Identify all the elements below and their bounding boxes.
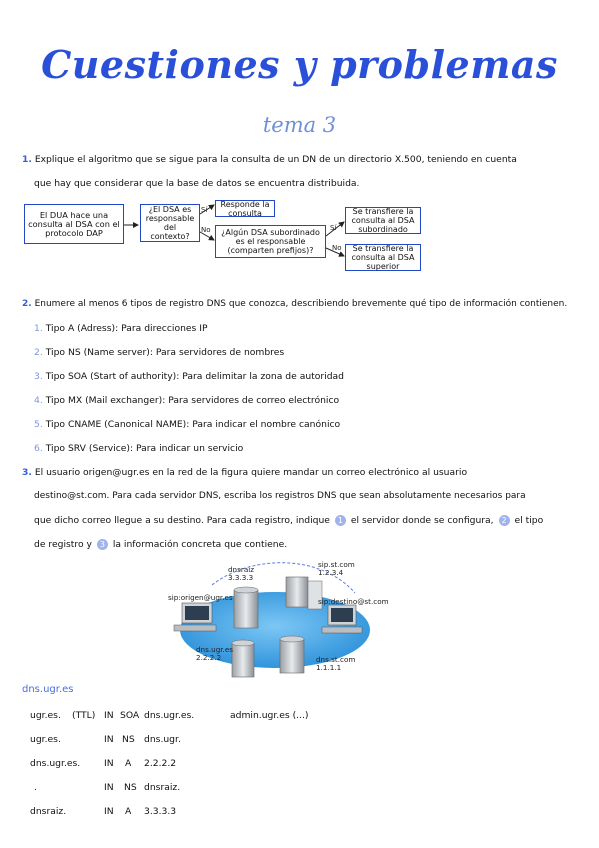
label-destino: sip:destino@st.com — [318, 597, 389, 606]
q3-line3: que dicho correo llegue a su destino. Para cada registro, indique 1 el servidor donde se configura, 2 el tipo — [34, 515, 544, 526]
dns-record-data: 3.3.3.3 — [144, 806, 177, 817]
q2-line1: 2. Enumere al menos 6 tipos de registro DNS que conozca, describiendo brevemente qué tipo de información contienen. — [22, 299, 568, 309]
q3-line1: 3. El usuario origen@ugr.es en la red de la figura quiere mandar un correo electrónico al usuario — [22, 467, 468, 478]
label-dnsst: dns.st.com 1.1.1.1 — [316, 655, 356, 672]
dns-record-class: IN — [104, 734, 114, 745]
q2-item-5: 5. Tipo CNAME (Canonical NAME): Para indicar el nombre canónico — [34, 419, 341, 430]
dns-record-class: IN — [104, 758, 114, 769]
q2-item-4: 4. Tipo MX (Mail exchanger): Para servidores de correo electrónico — [34, 395, 340, 406]
dns-record-class: IN — [104, 806, 114, 817]
dns-record-data: dns.ugr. — [144, 734, 181, 745]
dns-record-name: ugr.es. — [30, 734, 61, 745]
dns-record-name: dns.ugr.es. — [30, 758, 81, 769]
dns-record-class: IN — [104, 782, 114, 793]
dns-record-type: NS — [124, 782, 137, 793]
q2-number: 2. — [22, 299, 32, 309]
server-dnsugr-icon — [232, 640, 254, 677]
flow-start-box: El DUA hace una consulta al DSA con el protocolo DAP — [24, 204, 124, 244]
q2-item-3: 3. Tipo SOA (Start of authority): Para delimitar la zona de autoridad — [34, 371, 344, 382]
page-subtitle: tema 3 — [262, 113, 337, 137]
q1-number: 1. — [22, 154, 32, 165]
dns-record-extra: admin.ugr.es (...) — [230, 710, 309, 721]
flow-no1-label: No — [201, 226, 211, 234]
circle-1-icon: 1 — [335, 515, 346, 526]
flow-answer-box: Responde la consulta — [215, 200, 275, 217]
dns-record-data: dns.ugr.es. — [144, 710, 195, 721]
q2-item-2: 2. Tipo NS (Name server): Para servidores de nombres — [34, 347, 285, 358]
flow-sup-box: Se transfiere la consulta al DSA superior — [345, 244, 421, 271]
network-diagram — [150, 555, 400, 685]
dns-record-data: 2.2.2.2 — [144, 758, 177, 769]
dns-record-ttl: (TTL) — [72, 710, 96, 721]
dns-record-type: NS — [122, 734, 135, 745]
server-sipst-icon — [286, 577, 322, 609]
dns-record-data: dnsraiz. — [144, 782, 181, 793]
server-dnsraiz-icon — [234, 587, 258, 628]
dns-record-type: A — [125, 806, 132, 817]
q3-line4: de registro y 3 la información concreta que contiene. — [34, 539, 288, 550]
q2-item-6: 6. Tipo SRV (Service): Para indicar un servicio — [34, 443, 244, 454]
pc-origin-icon — [174, 603, 216, 631]
flow-decision2-box: ¿Algún DSA subordinado es el responsable (comparten prefijos)? — [215, 225, 326, 258]
circle-3-icon: 3 — [97, 539, 108, 550]
flow-yes1-label: Sí — [201, 206, 208, 214]
label-dnsraiz: dnsraiz 3.3.3.3 — [228, 565, 254, 582]
label-origen: sip:origen@ugr.es — [168, 593, 233, 602]
flow-decision1-box: ¿El DSA es responsable del contexto? — [140, 204, 200, 242]
dns-record-type: SOA — [120, 710, 140, 721]
circle-2-icon: 2 — [499, 515, 510, 526]
q2-item-1: 1. Tipo A (Adress): Para direcciones IP — [34, 323, 208, 334]
flow-sub-box: Se transfiere la consulta al DSA subordinado — [345, 207, 421, 234]
dns-server-heading: dns.ugr.es — [22, 684, 74, 695]
page-title: Cuestiones y problemas — [41, 42, 558, 87]
dns-record-type: A — [125, 758, 132, 769]
q1-line1: 1. Explique el algoritmo que se sigue para la consulta de un DN de un directorio X.500, teniendo en cuenta — [22, 154, 517, 165]
label-sipst: sip.st.com 1.2.3.4 — [318, 560, 355, 577]
dns-record-name: dnsraiz. — [30, 806, 67, 817]
dns-record-name: ugr.es. — [30, 710, 61, 721]
flow-no2-label: No — [332, 244, 342, 252]
label-dnsugr: dns.ugr.es 2.2.2.2 — [196, 645, 234, 662]
q3-number: 3. — [22, 467, 32, 478]
q1-line2: que hay que considerar que la base de datos se encuentra distribuida. — [34, 178, 360, 189]
flow-yes2-label: Sí — [330, 224, 337, 232]
q3-line2: destino@st.com. Para cada servidor DNS, escriba los registros DNS que sean absolutamente necesarios para — [34, 491, 526, 501]
dns-record-class: IN — [104, 710, 114, 721]
dns-record-name: . — [34, 782, 37, 793]
pc-destination-icon — [322, 605, 362, 633]
server-dnsst-icon — [280, 636, 304, 673]
